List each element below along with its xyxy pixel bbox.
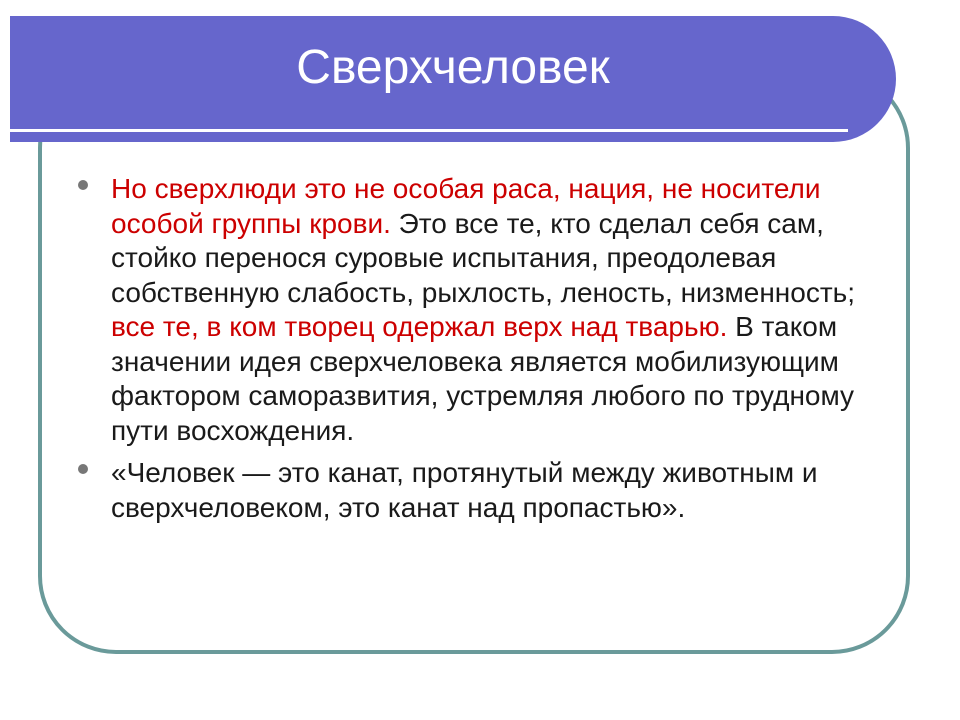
bullet-dot-icon [78, 464, 88, 474]
bullet-item-2 [78, 456, 878, 525]
bullet-list [78, 172, 878, 533]
bullet-item-1 [78, 172, 878, 448]
slide-title: Сверхчеловек [296, 41, 610, 94]
bullet-2-segment-1: «Человек — это канат, протянутый между животным и сверхчеловеком, это канат над пропастью». [111, 457, 818, 523]
bullet-1-segment-2: Это все те, кто сделал себя сам, стойко перенося суровые испытания, преодолевая собственную слабость, рыхлость, леность, низменность; [111, 207, 856, 308]
title-underline [10, 129, 848, 132]
bullet-1-segment-1: Но сверхлюди это не особая раса, нация, не носители особой группы крови. [111, 173, 821, 239]
bullet-dot-icon [78, 180, 88, 190]
bullet-1-segment-4: В таком значении идея сверхчеловека является мобилизующим фактором саморазвития, устремляя любого по трудному пути восхождения. [111, 311, 855, 446]
bullet-1-segment-3: все те, в ком творец одержал верх над тварью. [111, 311, 728, 342]
